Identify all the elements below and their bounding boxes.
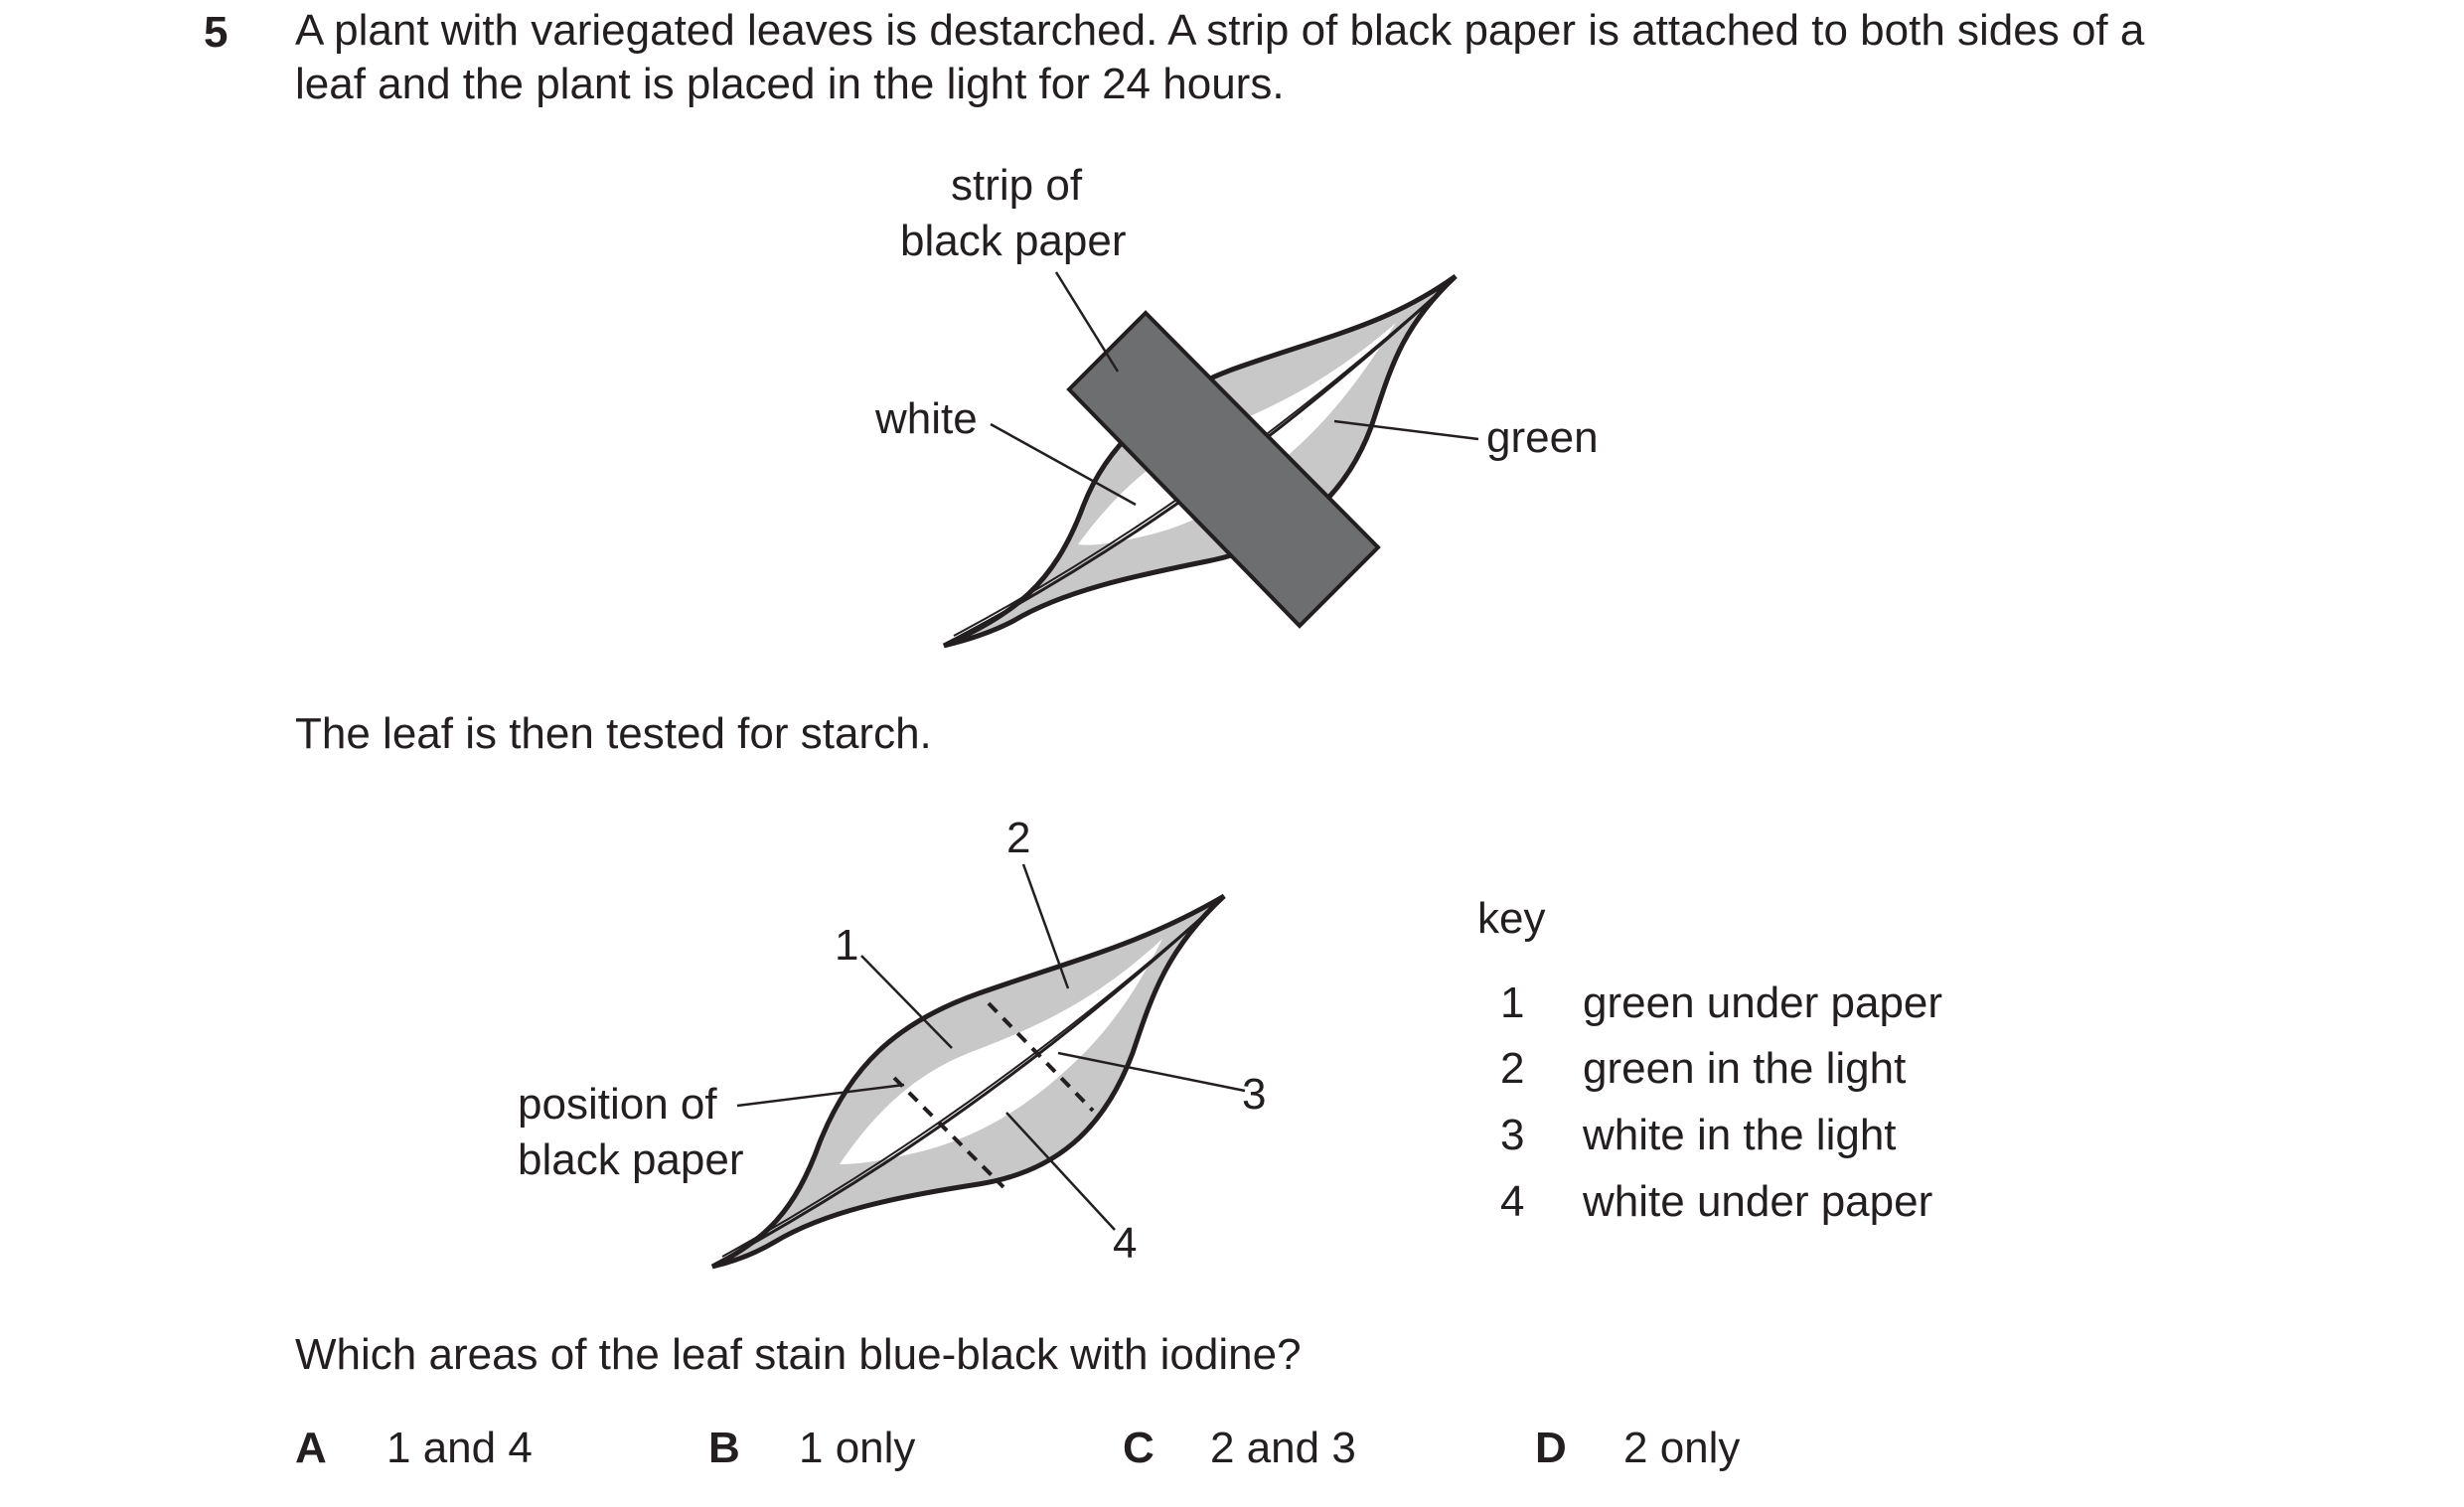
key-num-1: 1 xyxy=(1500,979,1525,1027)
label-strip-of: strip of xyxy=(951,161,1083,210)
option-c-text[interactable]: 2 and 3 xyxy=(1210,1424,1356,1472)
leaf-diagram-1 xyxy=(944,272,1478,646)
label-position-black-paper: black paper xyxy=(518,1135,744,1184)
option-d-text[interactable]: 2 only xyxy=(1623,1424,1741,1472)
label-white: white xyxy=(875,394,978,443)
option-b-letter[interactable]: B xyxy=(708,1424,740,1472)
option-c-letter[interactable]: C xyxy=(1123,1424,1155,1472)
label-area-3: 3 xyxy=(1242,1070,1267,1119)
key-text-4: white under paper xyxy=(1583,1177,1933,1226)
key-num-3: 3 xyxy=(1500,1111,1525,1159)
option-d-letter[interactable]: D xyxy=(1535,1424,1567,1472)
label-area-4: 4 xyxy=(1113,1219,1138,1268)
key-title: key xyxy=(1477,894,1546,943)
label-black-paper: black paper xyxy=(900,217,1127,265)
key-text-1: green under paper xyxy=(1583,979,1943,1027)
key-text-3: white in the light xyxy=(1583,1111,1897,1159)
label-position-of: position of xyxy=(518,1080,717,1129)
key-num-2: 2 xyxy=(1500,1044,1525,1093)
question-line-2: leaf and the plant is placed in the light for 24 hours. xyxy=(295,60,1285,108)
label-area-1: 1 xyxy=(835,921,859,970)
label-green: green xyxy=(1486,413,1599,462)
starch-test-text: The leaf is then tested for starch. xyxy=(295,709,932,758)
option-a-letter[interactable]: A xyxy=(295,1424,327,1472)
option-b-text[interactable]: 1 only xyxy=(799,1424,916,1472)
question-number: 5 xyxy=(204,8,229,57)
leaf-diagram-2 xyxy=(712,864,1245,1267)
key-text-2: green in the light xyxy=(1583,1044,1907,1093)
option-a-text[interactable]: 1 and 4 xyxy=(386,1424,533,1472)
leader-strip xyxy=(1056,272,1118,372)
key-num-4: 4 xyxy=(1500,1177,1525,1226)
label-area-2: 2 xyxy=(1006,814,1031,862)
question-prompt: Which areas of the leaf stain blue-black with iodine? xyxy=(295,1330,1302,1379)
question-line-1: A plant with variegated leaves is destarched. A strip of black paper is attached to both sides of a xyxy=(295,6,2145,55)
